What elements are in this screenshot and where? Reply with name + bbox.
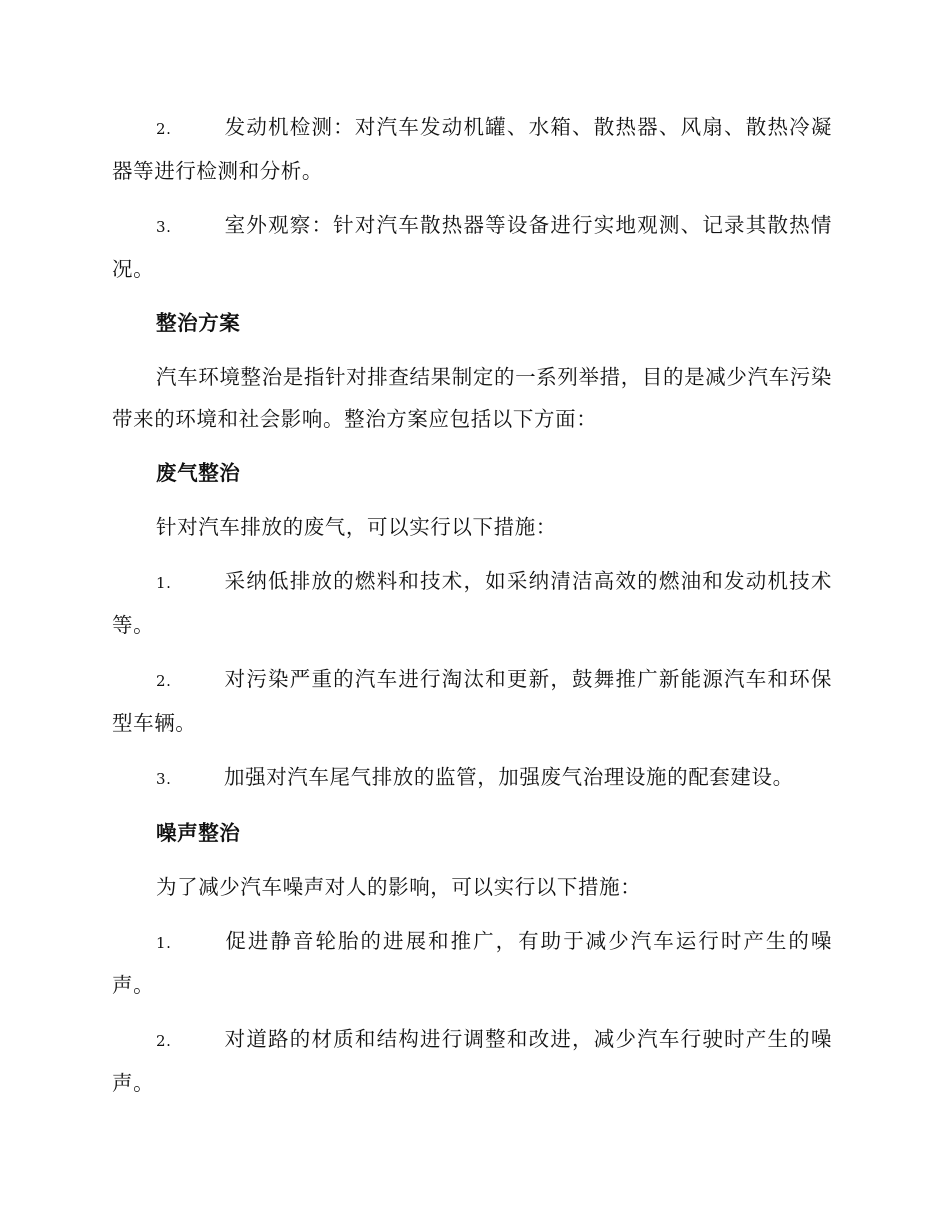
list-number: 1. <box>156 934 172 952</box>
list-number: 2. <box>156 672 172 690</box>
list-item-text: 加强对汽车尾气排放的监管，加强废气治理设施的配套建设。 <box>224 765 794 789</box>
list-item-text: 室外观察：针对汽车散热器等设备进行实地观测、记录其散热情况。 <box>112 213 832 281</box>
section-heading-noise-remediation: 噪声整治 <box>156 821 241 845</box>
list-item-text: 对道路的材质和结构进行调整和改进，减少汽车行驶时产生的噪声。 <box>112 1027 832 1095</box>
list-item-engine-inspection <box>112 106 832 192</box>
section-heading-remediation-plan: 整治方案 <box>156 311 241 335</box>
list-item-road-improvement <box>112 1018 832 1104</box>
paragraph-exhaust-intro: 针对汽车排放的废气，可以实行以下措施： <box>156 515 557 539</box>
paragraph-noise-intro: 为了减少汽车噪声对人的影响，可以实行以下措施： <box>156 875 642 899</box>
list-number: 2. <box>156 1032 172 1050</box>
list-item-emission-supervision <box>112 756 832 800</box>
list-number: 3. <box>156 218 172 236</box>
list-item-text: 促进静音轮胎的进展和推广，有助于减少汽车运行时产生的噪声。 <box>112 929 832 997</box>
list-item-quiet-tires <box>112 920 832 1006</box>
list-item-text: 采纳低排放的燃料和技术，如采纳清洁高效的燃油和发动机技术等。 <box>112 569 832 637</box>
list-item-text: 发动机检测：对汽车发动机罐、水箱、散热器、风扇、散热冷凝器等进行检测和分析。 <box>112 115 832 183</box>
list-number: 1. <box>156 574 172 592</box>
section-heading-exhaust-remediation: 废气整治 <box>156 461 241 485</box>
list-number: 3. <box>156 770 172 788</box>
paragraph-remediation-intro: 汽车环境整治是指针对排查结果制定的一系列举措，目的是减少汽车污染带来的环境和社会影响。整治方案应包括以下方面： <box>112 365 832 431</box>
list-item-low-emission-fuel <box>112 560 832 646</box>
list-item-vehicle-replacement <box>112 658 832 744</box>
list-number: 2. <box>156 120 172 138</box>
list-item-outdoor-observation <box>112 204 832 290</box>
list-item-text: 对污染严重的汽车进行淘汰和更新，鼓舞推广新能源汽车和环保型车辆。 <box>112 667 832 735</box>
